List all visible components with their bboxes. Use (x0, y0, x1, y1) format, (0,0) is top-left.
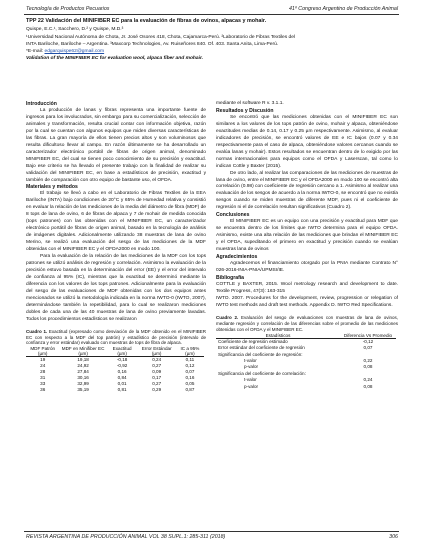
contact-email (26, 49, 406, 55)
left-column (26, 101, 206, 393)
acknowledgements-heading: Agradecimientos (216, 254, 258, 261)
table-cell: -0,18 (116, 357, 128, 363)
table-cell: Significancia del coeficiente de regresión: (218, 351, 303, 357)
conclusions-paragraph: El MINIFIBER EC es un equipo con una precisión y exactitud para MDF que se encuentra dentro de los límites que IWTO determina para el equipo OFDA. Asimismo, existe una alta relación de las mediciones que brindan el MINIFIBER EC y el OFDA, supeditando el primero en exactitud y precisión cuando se evalúan muestras lana de ovinos (216, 219, 398, 253)
table-cell: 0,87 (185, 387, 195, 393)
table2-header: Diferencia Vs Promedio (340, 333, 396, 339)
results-paragraph-1: Se encontró que las mediciones obtenidas con el MINIFIBER EC son similares a los valores de los tops patrón de ovino, mohair y alpaca, obteniéndose exactitudes medias de 0.14, 0.17 y 0.25 µm respectivamente. Asimismo, al evaluar indicadores de precisión, se encontró valores de EE e IC bajos (0.07 y 0.34 respectivamente para el caso de alpaca, obteniéndose valores cercanos cuando se evalúa lanas y mohair). Estos resultados se encuentran dentro de lo exigido por las normas internacionales para equipos como el OFDA y Laserscan, tal como lo indican Cottle y Baxter (2015). (216, 114, 398, 169)
table-cell: Significancia del coeficiente de correlación: (218, 370, 306, 376)
table-cell: 0,08 (363, 364, 373, 370)
methods-paragraph-2: Para la evaluación de la relación de las mediciones de la MDF con los tops patrones se utilizó análisis de regresión y correlación. Asimismo la evaluación de la precisión estuvo basada en la determinación del error (EE) y el error del intervalo de confianza al 95% (IC), mientras que la exactitud se determinó mediante la diferencia con los valores de los tops patrones. Adicionalmente para la evaluación del sesgo de las evaluaciones de MDF obtenidas con los dos equipos antes mencionados se utilizó la metodología indicada en la norma IWTO-0 (IWTO, 2007), determinándose también la repetibilidad, para lo cual se realizaron mediciones dobles de cada una de las 40 muestras de lana de ovino previamente lavadas. Todos los procedimientos estadísticos se realizaron (26, 254, 206, 322)
table-cell: 35,19 (77, 387, 89, 393)
table2-caption: Cuadro 2. Evaluación del sesgo de evaluaciones con muestras de lana de ovinos, mediante regresión y correlación de las diferencias sobre el promedio de las mediciones obtenidas con el OFDA y el MINIFIBER EC. (216, 314, 398, 332)
table-cell: 33 (40, 381, 46, 387)
table-cell: 0,29 (152, 387, 162, 393)
table-cell: 0,16 (117, 369, 127, 375)
table-cell: p-valor (244, 364, 259, 370)
table-cell: 0,16 (185, 375, 195, 381)
table-cell: 0,27 (152, 381, 162, 387)
table1 (26, 346, 204, 393)
table2-caption-text: Evaluación del sesgo de evaluaciones con muestras de lana de ovinos, mediante regresión y correlación de las diferencias sobre el promedio de las mediciones obtenidas con el OFDA y el MINIFIBER EC. (216, 314, 398, 332)
authors: Quispe, E.C.¹, Sacchero, D.² y Quispe, M.D.³ (26, 27, 124, 32)
intro-heading: Introducción (26, 101, 57, 107)
email-link[interactable]: edgarquispe62@gmail.com (44, 49, 105, 54)
table2 (216, 333, 396, 390)
right-column (216, 101, 398, 390)
table-cell: 31 (40, 375, 46, 381)
english-title: Validation of the MINIFIBER EC for evaluation wool, alpaca fiber and mohair. (26, 56, 203, 61)
table-cell: 0,08 (363, 383, 373, 389)
table-cell: 19,18 (77, 357, 89, 363)
table-cell: 0,84 (117, 375, 127, 381)
paper-title: TPP 22 Validación del MINIFIBER EC para la evaluación de fibras de ovinos, alpacas y mohair. (26, 18, 267, 24)
table-cell: 0,17 (152, 375, 162, 381)
table-cell: 0,24 (363, 377, 373, 383)
table1-header: Error Estándar (µm) (137, 346, 175, 357)
header-rule (24, 14, 399, 15)
acknowledgements-paragraph: Agradecemos el financiamiento otorgado por la PNIA mediante Contrato N° 026-2016-INIA-PNIA/UPMSI/IE. (216, 261, 398, 274)
table-row (216, 338, 396, 345)
table-cell: 0,81 (117, 387, 127, 393)
table-cell: 0,07 (185, 369, 195, 375)
table1-header: IC a 95% (µm) (176, 346, 204, 357)
table-cell: Coeficiente de regresión estimado (218, 338, 288, 344)
running-header-right: 41º Congreso Argentino de Producción Animal (288, 6, 398, 12)
table-cell: 0,09 (152, 369, 162, 375)
footer-rule (24, 531, 399, 532)
table1-header: Exactitud (µm) (107, 346, 138, 357)
table2-header: Estadísticos (216, 333, 340, 339)
table-row (26, 387, 204, 393)
results-paragraph-2: De otro lado, al realizar las comparaciones de las mediciones de muestras de lana de ovino, entre el MINIFIBER EC y el OFDA2000 en modo 100 se encontró alta correlación (0.98) con coeficiente de regresión cercano a 1. Asimismo al realizar una evaluación de los sesgos de acuerdo a la norma IWTO-0, se encontró que no existía sesgos cuando se miden muestras de diferente MDF, pues ni el coeficiente de regresión ni el de correlación resultan significativos (Cuadro 2). (216, 170, 398, 211)
page-number: 306 (389, 534, 398, 540)
table-cell: 19 (40, 357, 46, 363)
bibliography-heading: Bibliografía (216, 274, 245, 281)
table-cell: 0,01 (117, 381, 127, 387)
table-cell: 36 (40, 387, 46, 393)
table-cell: 30,16 (77, 375, 89, 381)
table-cell: 32,99 (77, 381, 89, 387)
table-cell: p-valor (244, 383, 259, 389)
intro-paragraph: La producción de lanas y fibras representa una importante fuente de ingresos para los involucrados, sin embargo para su comercialización, selección de animales y transformación, resulta crucial contar con información objetiva, razón por la cual se cuentan con algunos equipos que miden diversas características de las fibras. La gran mayoría de ellos tienen precios altos y son voluminosos que resulta dificultoso llevar al campo. En razón últimamente se ha desarrollado un caracterizador electrónico portátil de fibras de origen animal, denominado MINIFIBER EC, del cual se tienen poco conocimiento de su precisión y exactitud. Bajo ese criterio se ha llevado el presente trabajo con la finalidad de realizar su validación del MINIFIBER EC, en base a estadísticos de precisión, exactitud y también de comparación con otro equipo de bastante uso, el OFDA. (26, 108, 206, 183)
table-cell: 28 (40, 369, 46, 375)
methods-heading: Materiales y métodos (26, 184, 78, 191)
table-cell: 0,22 (363, 357, 373, 363)
table-cell: 0,12 (185, 363, 195, 369)
table1-caption-text: Exactitud (expresado como desviación de la MDF obtenido en el MINIFIBER EC con respecto a la MDF del top patrón) y estadístico de precisión (intervalo de confianza y error estándar) evaluado con muestras de tops de fibra de alpaca. (26, 328, 206, 346)
conclusions-heading: Conclusiones (216, 212, 250, 219)
table-cell: Error estándar del coeficiente de regresión (218, 345, 305, 351)
table-cell: t-valor (244, 357, 257, 363)
table-row (216, 384, 396, 390)
table-cell: 24,92 (77, 363, 89, 369)
methods-paragraph-1: El trabajo se llevó a cabo en el Laboratorio de Fibras Textiles de la EEA Bariloche (INTA) bajo condiciones de 20°C y 65% de Humedad relativa y consistió en evaluar la relación de las mediciones de la media del diámetro de fibra (MDF) de 8 tops de lana de ovino, 6 de fibras de alpaca y 7 de mohair de medida conocida (tops patrones) con las obtenidas con el MINIFIBER EC, un caracterizador electrónico portátil de fibras de origen animal, basado en la tecnología de análisis de imágenes digitales. Adicionalmente utilizando 38 muestras de lana de ovino Merino, se realizó una evaluación del sesgo de las mediciones de la MDF obtenidas con el MINIFIBER EC y el OFDA2000 en modo 100. (26, 191, 206, 253)
running-header-left: Tecnología de Productos Pecuarios (26, 6, 110, 12)
results-heading: Resultados y Discusión (216, 107, 274, 114)
affiliation-line-2: INTA Bariloche, Bariloche – Argentina. ³Maxcorp Technologies, Av. Ruiseñores 840. Of. 403. Santa Anita, Lima-Perú. (26, 42, 279, 47)
table-cell: 24 (40, 363, 46, 369)
table-cell: 0,11 (185, 357, 195, 363)
table1-header-row (26, 346, 204, 357)
table-cell: -0,12 (362, 338, 374, 344)
bibliography-entry: COTTLE y BAXTER, 2015. Wool metrology research and development to date. Textile Progress, 47(3): 163-315 (216, 281, 398, 294)
methods-continuation: mediante el software R v. 3.1.1. (216, 101, 284, 106)
table1-header: MDF Patrón (µm) (26, 346, 59, 357)
table-cell: -0,92 (116, 363, 128, 369)
email-label: *E-mail: (26, 49, 44, 54)
table-cell: t-valor (244, 377, 257, 383)
affiliation-line-1: ¹Universidad Nacional Autónoma de Chota, Jr. José Osores 418, Chota, Cajamarca-Perú. ²Laboratorio de Fibras Textiles del (26, 35, 296, 40)
table1-header: MDF en Minifiber EC (µm) (59, 346, 106, 357)
bibliography-entry: IWTO. 2007. Procedures for the development, review, progression or relegation of IWTO test methods and draft test methods. Appendix D. IWTO Red Specifications. (216, 295, 398, 308)
table-cell: 27,84 (77, 369, 89, 375)
table-cell: 0,05 (185, 381, 195, 387)
table-cell: 0,27 (152, 363, 162, 369)
footer-journal: REVISTA ARGENTINA DE PRODUCCIÓN ANIMAL VOL 38 SUPL.1: 285-311 (2018) (26, 534, 226, 540)
table-cell: 0,07 (363, 345, 373, 351)
table-cell: 0,24 (152, 357, 162, 363)
table1-caption: Cuadro 1. Exactitud (expresado como desviación de la MDF obtenido en el MINIFIBER EC con respecto a la MDF del top patrón) y estadístico de precisión (intervalo de confianza y error estándar) evaluado con muestras de tops de fibra de alpaca. (26, 328, 206, 346)
